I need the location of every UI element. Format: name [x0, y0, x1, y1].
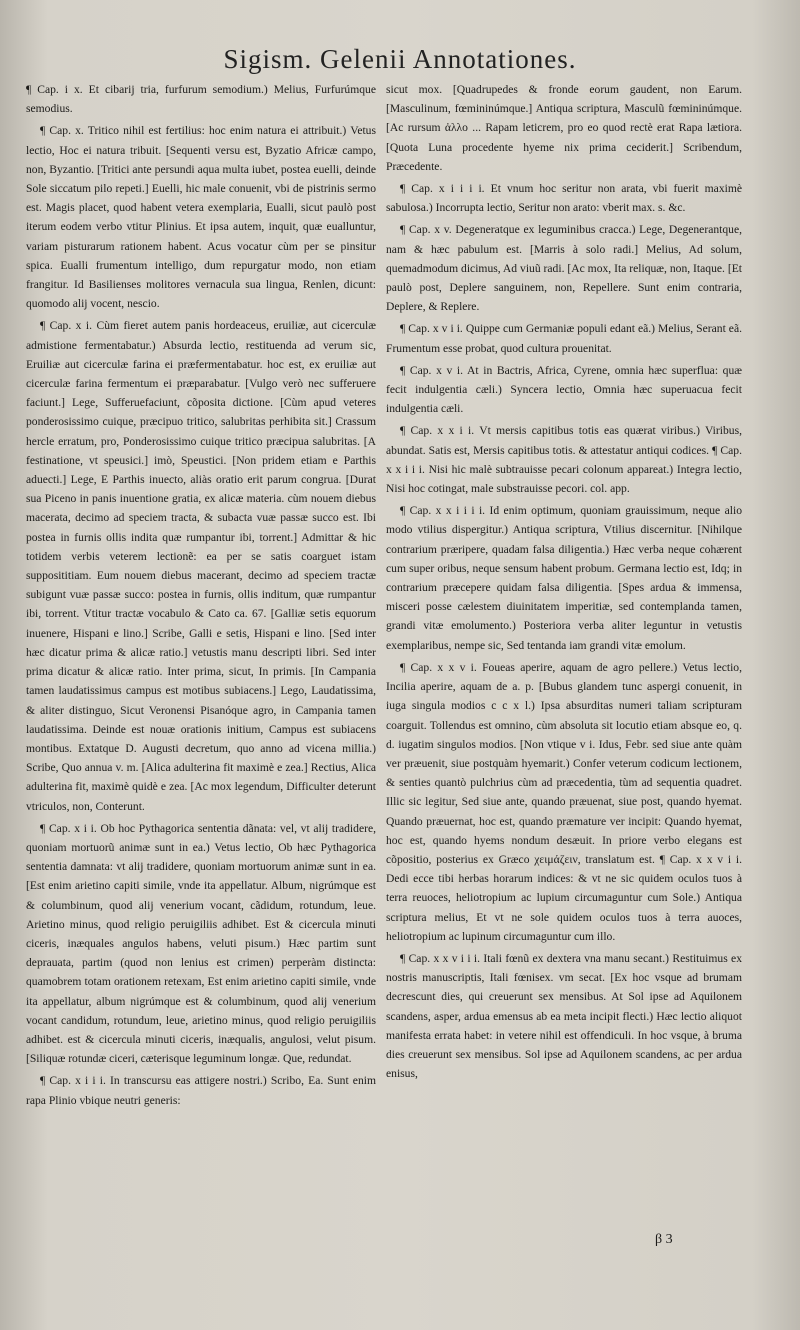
paragraph: sicut mox. [Quadrupedes & fronde eorum gaudent, non Earum. [Masculinum, fœmininúmque.] Antiqua scriptura, Masculũ fœmininúmque. [Ac rursum ἀλλο ... Rapam leticrem, pro eo quod rectè erat Rapa lætiora. [Quota Luna procedente hyeme nix prima ceciderit.] Scribendum, Præcedente. [386, 83, 742, 173]
paragraph: ¶ Cap. x v i i. Quippe cum Germaniæ populi edant eã.) Melius, Serant eã. Frumentum esse probat, quod cultura prouenitat. [386, 322, 742, 355]
paragraph: ¶ Cap. x i i i i. Et vnum hoc seritur non arata, vbi fuerit maximè sabulosa.) Incorrupta lectio, Seritur non arato: vberit max. s. &c. [386, 182, 742, 215]
paragraph: ¶ Cap. x i i i. In transcursu eas attigere nostri.) Scribo, Ea. Sunt enim rapa Plinio vbique neutri generis: [26, 1074, 376, 1107]
paragraph: ¶ Cap. x x v i i i. Itali fœnũ ex dextera vna manu secant.) Restituimus ex nostris manuscriptis, Itali fœnisex. vm secat. [Ex hoc vsque ad brumam decrescunt dies, qui creuerunt sex mensibus. At Sol ipse ad Aquilonem scandens, asper, ardua emensus ab ea meta incipit flecti.) Hæc lectio aliquot manifesta errata habet: in vetere nihil est offendiculi. In hoc vsque, à bruma dies creuerunt sex mensibus. Sol ipse ad Aquilonem scandens, ac per ardua enisus, [386, 951, 742, 1081]
signature-mark: β 3 [655, 1232, 673, 1247]
paragraph: ¶ Cap. x v. Degeneratque ex leguminibus cracca.) Lege, Degenerantque, nam & hæc pabulum est. [Marris à solo radi.] Melius, Ad solum, quemadmodum dicimus, Ad viuũ radi. [Ac mox, Ita reliquæ, non, Itaque. [Et paulò post, Deplere sanguinem, non, Repellere. Sunt enim contraria, Deplere, & Replere. [386, 223, 742, 314]
paragraph: ¶ Cap. x x v i. Foueas aperire, aquam de agro pellere.) Vetus lectio, Incilia aperire, aquam de a. p. [Bubus glandem tunc aspergi conuenit, in iuga singula modios c c x l.) Ipsa absurditas numeri taliam scripturam coarguit. Tollendus est omnino, cùm absoluta sit locutio etiam absque eo, q. d. iugatim singulos modios. [Non vtique v i. Idus, Febr. sed siue ante quàm ver præuenit, siue postquàm hyemarit.) Confer veterum codicum lectionem, & senties quantò pulchrius cùm ad præcedentia, tùm ad sequentia quadret. Illic sic legitur, Sed siue ante, quando præuenat, siue post, quando hyemat. Quando præuernat, hoc est, quando præmature ver incipit: Quando hyemat, hoc est, quando hyems nondum desæuit. In priore verbo elegans est cõpositio, posterius ex Græco χειμάζειν, translatum est. ¶ Cap. x x v i i. Dedi ecce tibi herbas horarum indices: & vt ne sic quidem oculos tuos à terra reuoces, heliotropium ac lupium circumaguntur cum Sole.) Antiqua scriptura melius, Et vt ne sole quidem oculos tuos à terra auoces, heliotropium ac lupinum circumaguntur cum illo. [386, 660, 742, 943]
running-title: Sigism. Gelenii Annotationes. [223, 44, 577, 74]
paragraph: ¶ Cap. i x. Et cibarij tria, furfurum semodium.) Melius, Furfurúmque semodius. [26, 83, 376, 116]
paragraph: ¶ Cap. x i i. Ob hoc Pythagorica sententia dãnata: vel, vt alij tradidere, quoniam mortuorũ animæ sunt in ea.) Vetus lectio, Ob hæc Pythagorica sententia damnata: vt alij tradidere, quoniam mortuorum animæ sunt in ea. [Est enim arietino capiti simile, vnde ita appellatur. Album, nigrúmque est & columbinum, quod alij venerium vocant, cãdidum, rotundum, leue. Arietino minus, quod religio peruigiliis adhibet. Est & cicercula minuti ciceris, inæquales angulos habens, veluti pisum.) Hæc partim sunt deprauata, partim (quod non lenius est crimen) perperàm distincta: quamobrem totam orationem retexam, Est enim arietino capiti simile, vnde ita appellatur, album nigrúmque est & columbinum, quod alij venerium vocant candidum, rotundum, leue, arietino minus, quod religio peruigiliis adhibet. est & cicercula minuti ciceris, inæqualis, angulosi, velut pisum. [Siliquæ rotundæ ciceri, cæterisque leguminum longæ. Que, redundat. [26, 821, 376, 1066]
paragraph: ¶ Cap. x x i i i i. Id enim optimum, quoniam grauissimum, neque alio modo vtilius dispergitur.) Antiqua scriptura, Vtilius discernitur. [Nihilque contrarium præripere, quadam falsa diligentia.) Hæc verba neque cohærent cum super oribus, neque sensum habent probum. Germana lectio est, Idq; in contrarium præcepere quidam falsa diligentia. [Spes ardua & immensa, misceri posse cælestem diuinitatem imperitiæ, sed contemplanda tamen, grandi vitæ emolumento.) Posteriora verba aliter leguntur in vetustis exemplaribus, nempe sic, Sed tentanda iam grandi vitæ emolum. [386, 504, 742, 652]
left-column [26, 80, 376, 1113]
paragraph: ¶ Cap. x. Tritico nihil est fertilius: hoc enim natura ei attribuit.) Vetus lectio, Hoc ei natura tribuit. [Sequenti versu est, Byzatio Africæ campo, non, Byzantio. [Tritici ante persundi aqua multa iubet, postea euelli, deinde Sole siccatum pilo repeti.] Euelli, hic male conuenit, vbi de pistrinis sermo est. Magis placet, quod habent vetera exemplaria, Eualli, sicut paulò post iterum eodem verbo vtitur Plinius. Et ipsa autem, inquit, quæ eualluntur, variam pisturarum rationem habent. Acus vocatur cùm per se pinsitur spica. Eualli frumentum intelligo, dum repurgatur modo, non etiam frangitur. Id Basilienses molitores vernacula sua lingua, Renlen, dicunt: quomodo alij vocent, nescio. [26, 124, 376, 311]
paragraph: ¶ Cap. x x i i. Vt mersis capitibus totis eas quærat viribus.) Viribus, abundat. Satis est, Mersis capitibus totis. & attestatur antiqui codices. ¶ Cap. x x i i i. Nisi hic malè subtrauisse pecari colonum appareat.) Integra lectio, Nisi hoc cotingat, male substrauisse pecori. col. app. [386, 424, 742, 496]
paragraph: ¶ Cap. x v i. At in Bactris, Africa, Cyrene, omnia hæc superflua: quæ fecit indulgentia cæli.) Syncera lectio, Omnia hæc superuacua fecit indulgentia cæli. [386, 363, 742, 416]
paragraph: ¶ Cap. x i. Cùm fieret autem panis hordeaceus, eruiliæ, aut cicerculæ admistione fermentabatur.) Absurda lectio, restituenda ad verum sic, Eruiliæ aut cicerculæ farina ei præfermentabatur. hoc est, ex eruiliæ aut cicerculæ farina fermentum ei præparabatur. [Vulgo verò nec sufferuere faciunt.] Lege, Sufferuefaciunt, cõposita dictione. [Cùm apud veteres ponderosissimo cuique, præcipuo tritico, salubritas perhibita sit.] Crassum hercle erratum, pro, Ponderosissimo cuique tritico præcipua salubritas. [A festinatione, vt speusici.] imò, Speustici. [Non pridem etiam e Parthis aduecti.] Lege, E Parthis inuecto, aliàs oratio erit parum congrua. [Durat sua Piceno in panis inuentione gratia, ex alicæ materia. cùm nouem diebus macerata, decimo ad speciem tracta, & subacta vuæ passæ succo est. Ibi postea in furnis ollis indita quæ rumpantur ibi, torrent.] Admittar & hic totidem verbis veterem lectionẽ: ea per se satis coarguet istam supposititiam. Eum nouem diebus macerant, decimo ad speciem tractæ subigunt vuæ passæ succo: postea in furnis, ollis inditum, quæ rumpantur ibi, torrent. Vtitur tractæ vocabulo & Cato ca. 67. [Galliæ setis equorum inuenere, Hispani e lino.] Scribe, Galli e setis, Hispani e lino. [Sed inter hæc dicatur prima & alicæ ratio.] vetustis manu descripti libri. Sed inter prima dicatur & alicæ ratio. Inter prima, sicut, In primis. [In Campania tamen laudatissimus campus est motibus subiacens.] Lego, Laudatissima, & aliter distinguo, Sicut Veronensi Pisanóque agro, in Campania tamen laudatissima. Deinde est nouæ orationis initium, Campus est subiacens montibus. Extatque D. Augusti decretum, quo anno ad vicena millia.) Scribe, Quo annua v. m. [Alica adulterina fit maximè e zea.] Rectius, Alica adulterina fit, maximè quidè e zea. [Ac mox legendum, Difficulter deterunt vtriculos, non, Conterunt. [26, 319, 376, 813]
right-column [386, 80, 742, 1086]
